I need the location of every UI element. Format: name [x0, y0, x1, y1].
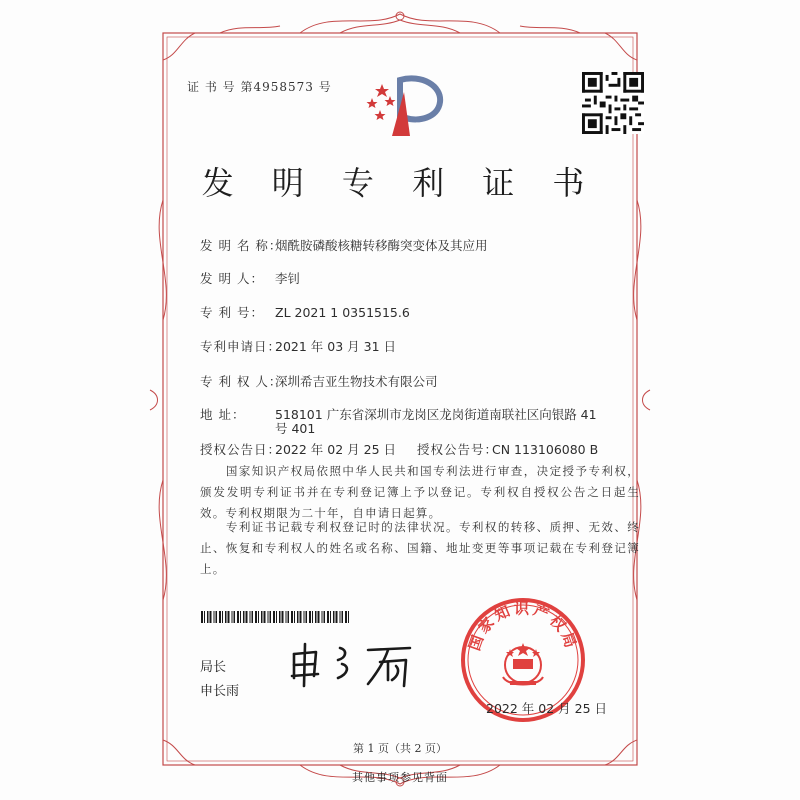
svg-text:国家知识产权局: 国家知识产权局	[465, 599, 581, 653]
patentee-value: 深圳希吉亚生物技术有限公司	[275, 374, 438, 389]
page-title: 发 明 专 利 证 书	[201, 164, 599, 202]
legal-status-paragraph: 专利证书记载专利权登记时的法律状况。专利权的转移、质押、无效、终止、恢复和专利权人的姓名或名称、国籍、地址变更等事项记载在专利登记簿上。	[200, 520, 640, 576]
director-title: 局长	[200, 660, 227, 675]
page-number: 第 1 页（共 2 页）	[353, 742, 447, 755]
certificate-number: 证 书 号 第4958573 号	[187, 80, 332, 94]
filing-date-row	[200, 337, 396, 355]
patent-number-row	[200, 303, 410, 321]
filing-date-value: 2021 年 03 月 31 日	[275, 339, 396, 354]
inventor-value: 李钊	[275, 271, 301, 286]
barcode-icon	[201, 611, 351, 623]
grant-number-label: 授权公告号：	[417, 442, 499, 457]
invention-name-value: 烟酰胺磷酸核糖转移酶突变体及其应用	[275, 238, 488, 253]
invention-name-row	[200, 236, 488, 254]
grant-row	[200, 440, 598, 458]
cnipa-logo-icon	[352, 62, 452, 142]
grant-number-value: CN 113106080 B	[492, 442, 599, 457]
seal-date: 2022 年 02 月 25 日	[486, 701, 607, 716]
grant-date-value: 2022 年 02 月 25 日	[275, 442, 396, 457]
patentee-label: 专 利 权 人：	[200, 374, 283, 389]
filing-date-label: 专利申请日：	[200, 339, 282, 354]
director-signature-icon	[288, 640, 418, 690]
address-value-line2: 号 401	[275, 421, 316, 436]
grant-statement-paragraph: 国家知识产权局依照中华人民共和国专利法进行审查，决定授予专利权，颁发发明专利证书并在专利登记簿上予以登记。专利权自授权公告之日起生效。专利权期限为二十年，自申请日起算。	[200, 464, 640, 520]
inventor-label: 发 明 人：	[200, 271, 264, 286]
patent-number-value: ZL 2021 1 0351515.6	[275, 305, 410, 320]
invention-name-label: 发 明 名 称：	[200, 238, 283, 253]
patent-number-label: 专 利 号：	[200, 305, 264, 320]
bottom-note: 其他事项参见背面	[352, 771, 448, 784]
address-value-line1: 518101 广东省深圳市龙岗区龙岗街道南联社区向银路 41	[275, 407, 597, 422]
patentee-row	[200, 372, 438, 390]
address-label: 地 址：	[200, 407, 246, 422]
qr-code-icon	[582, 72, 644, 134]
address-row	[200, 405, 597, 423]
grant-date-label: 授权公告日：	[200, 442, 282, 457]
director-name: 申长雨	[200, 684, 240, 699]
inventor-row	[200, 269, 300, 287]
